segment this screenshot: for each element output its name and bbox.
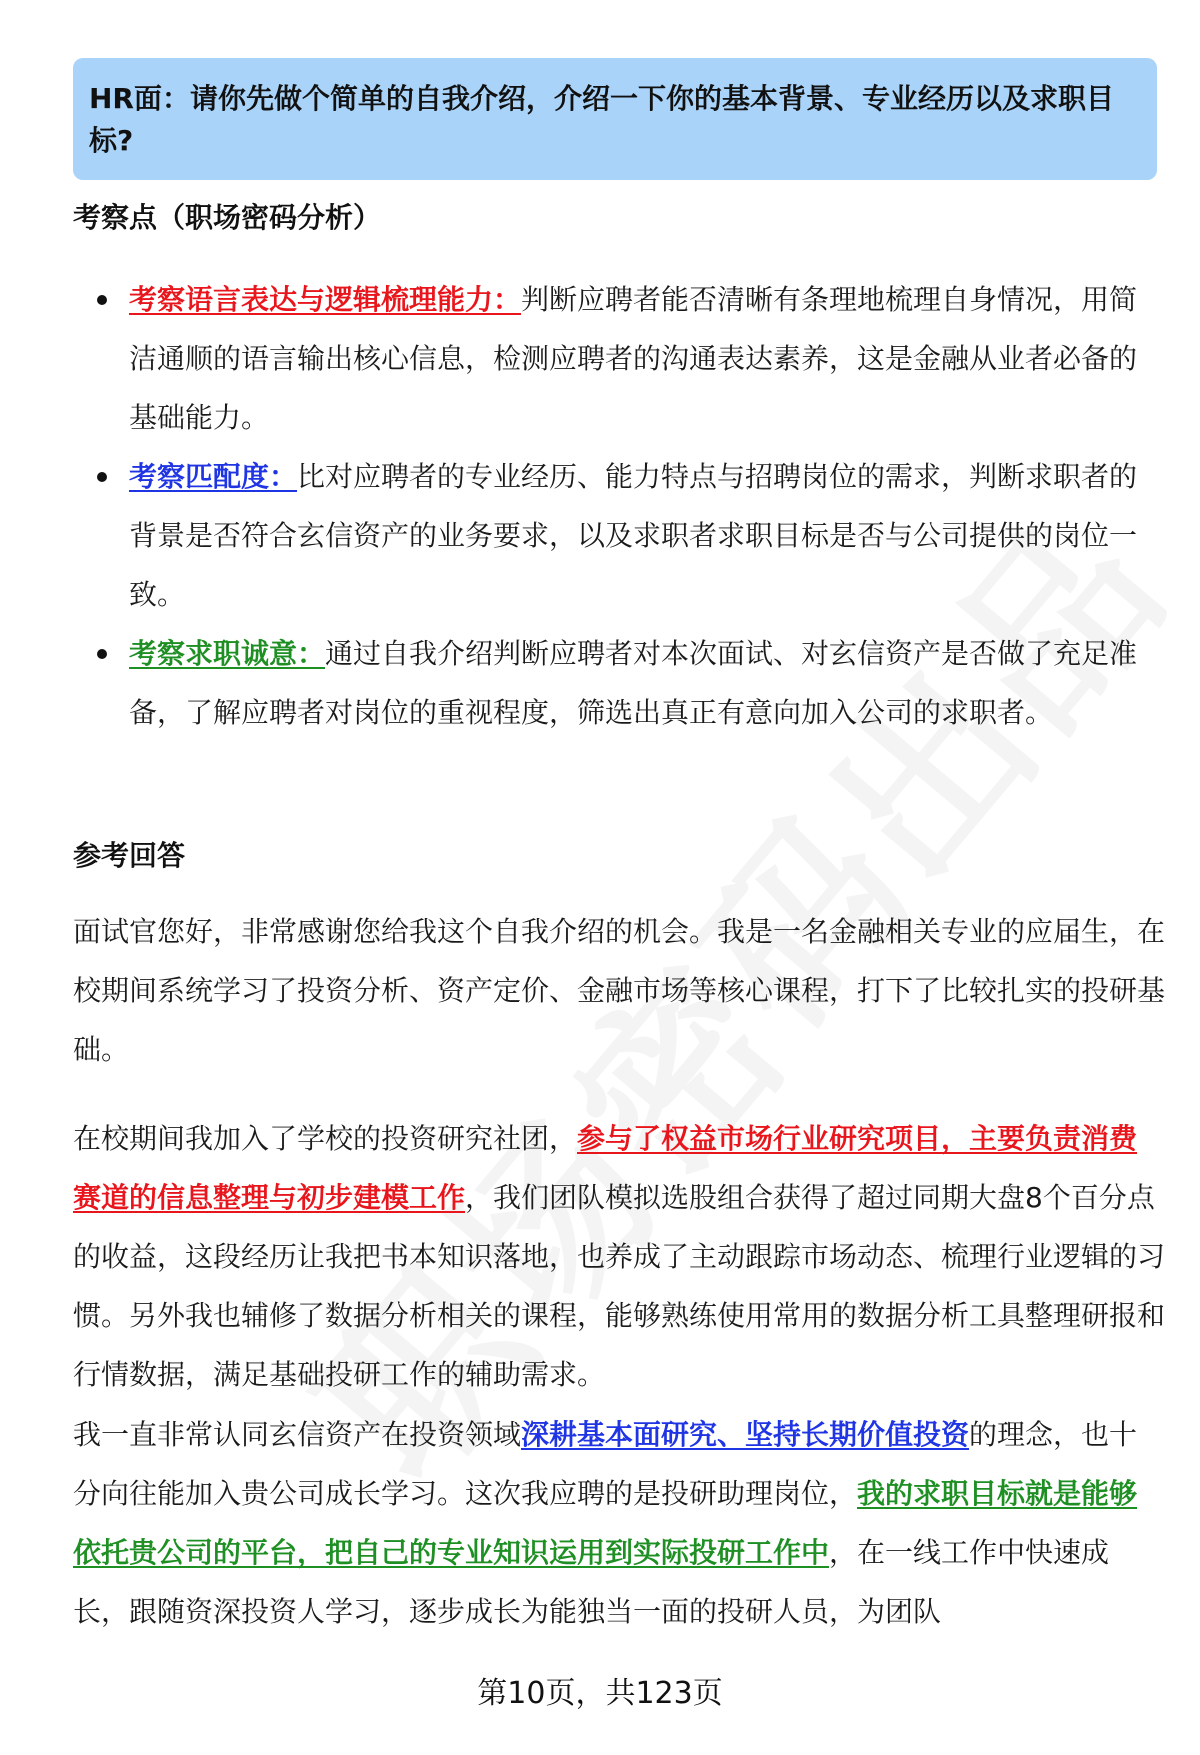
answer-heading: 参考回答 (73, 839, 186, 872)
question-box (73, 58, 1157, 180)
exam-point-text: 比对应聘者的专业经历、能力特点与招聘岗位的需求，判断求职者的背景是否符合玄信资产的业务要求，以及求职者求职目标是否与公司提供的岗位一致。 (129, 460, 1138, 611)
answer-text: 的理念，也十分向往能加入贵公司成长学习。这次我应聘的是投研助理岗位， (73, 1418, 1138, 1510)
answer-highlight: 深耕基本面研究、坚持长期价值投资 (521, 1418, 970, 1451)
page-number: 第10页，共123页 (477, 1676, 723, 1711)
exam-point-label: 考察匹配度： (129, 460, 298, 493)
exam-points-list (73, 270, 1163, 742)
answer-paragraph-1: 面试官您好，非常感谢您给我这个自我介绍的机会。我是一名金融相关专业的应届生，在校期间系统学习了投资分析、资产定价、金融市场等核心课程，打下了比较扎实的投研基础。 (73, 915, 1166, 1066)
bullet-icon (97, 472, 107, 482)
answer-paragraph-2 (73, 1109, 1165, 1404)
bullet-icon (97, 295, 107, 305)
exam-point-label: 考察语言表达与逻辑梳理能力： (129, 283, 522, 316)
answer-text: ，在一线工作中快速成长，跟随资深投资人学习，逐步成长为能独当一面的投研人员，为团队 (73, 1536, 1110, 1628)
question-text: HR面：请你先做个简单的自我介绍，介绍一下你的基本背景、专业经历以及求职目标? (89, 82, 1114, 157)
exam-point-3 (73, 624, 1163, 742)
exam-point-2 (73, 447, 1163, 624)
bullet-icon (97, 649, 107, 659)
answer-highlight: 参与了权益市场行业研究项目，主要负责消费赛道的信息整理与初步建模工作 (73, 1122, 1138, 1214)
answer-text: 在校期间我加入了学校的投资研究社团， (73, 1122, 578, 1155)
answer-text: ，我们团队模拟选股组合获得了超过同期大盘8个百分点的收益，这段经历让我把书本知识落地，也养成了主动跟踪市场动态、梳理行业逻辑的习惯。另外我也辅修了数据分析相关的课程，能够熟练使用常用的数据分析工具整理研报和行情数据，满足基础投研工作的辅助需求。 (73, 1181, 1166, 1391)
exam-point-text: 判断应聘者能否清晰有条理地梳理自身情况，用简洁通顺的语言输出核心信息，检测应聘者的沟通表达素养，这是金融从业者必备的基础能力。 (129, 283, 1138, 434)
exam-point-label: 考察求职诚意： (129, 637, 326, 670)
exam-points-heading: 考察点（职场密码分析） (73, 201, 382, 234)
exam-point-1 (73, 270, 1163, 447)
answer-text: 我一直非常认同玄信资产在投资领域 (73, 1418, 522, 1451)
exam-point-text: 通过自我介绍判断应聘者对本次面试、对玄信资产是否做了充足准备，了解应聘者对岗位的重视程度，筛选出真正有意向加入公司的求职者。 (129, 637, 1138, 729)
answer-highlight: 我的求职目标就是能够依托贵公司的平台，把自己的专业知识运用到实际投研工作中 (73, 1477, 1138, 1569)
answer-paragraph-3 (73, 1405, 1165, 1641)
